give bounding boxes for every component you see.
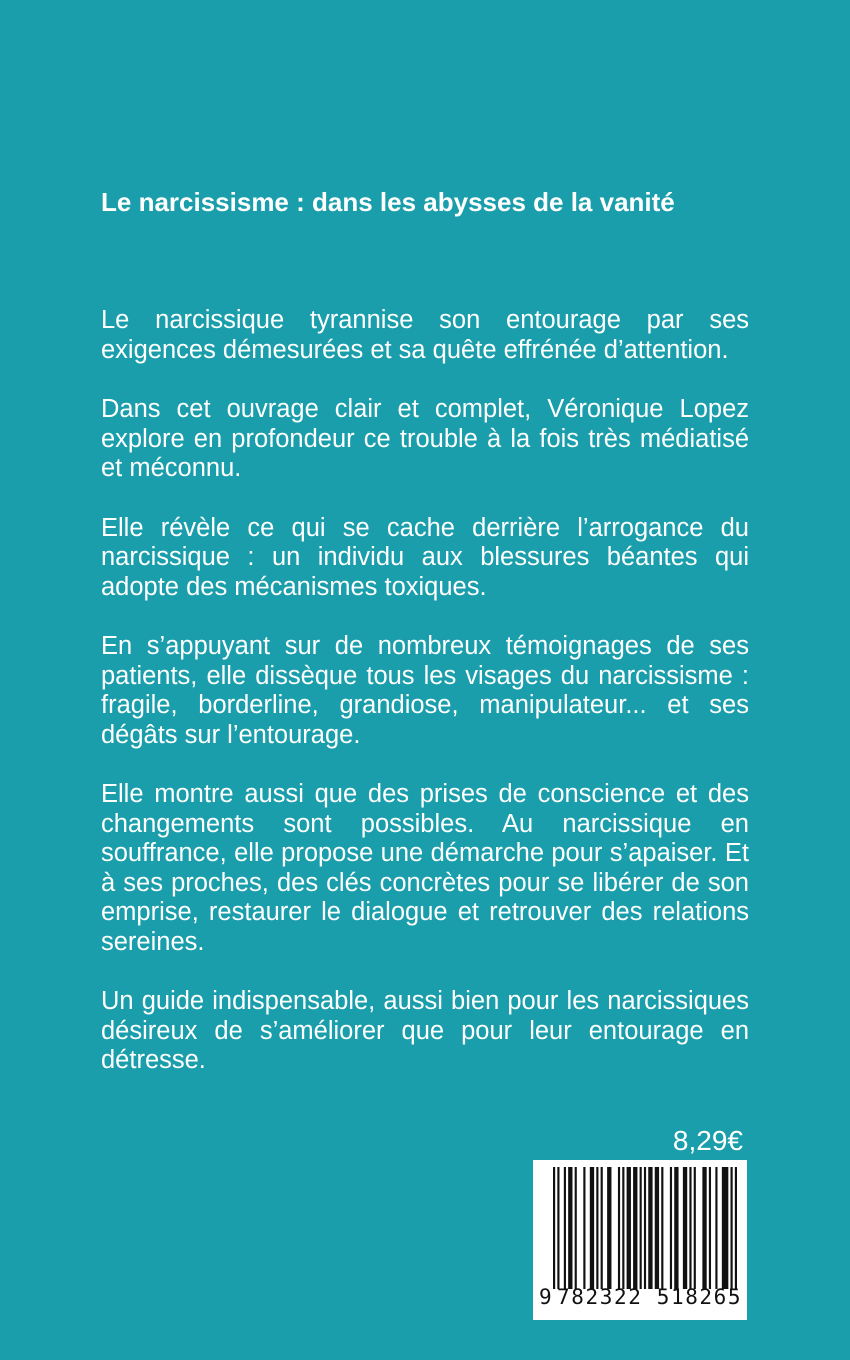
barcode-bar-19 bbox=[670, 1167, 672, 1289]
blurb-paragraph-5: Elle montre aussi que des prises de conscience et des changements sont possibles. Au narcissique en souffrance, elle propose une démarche pour s’apaiser. Et à ses proches, des clés concrètes pour se libérer de son emprise, restaurer le dialogue et retrouver des relations sereines. bbox=[101, 780, 749, 956]
barcode-bar-27 bbox=[722, 1167, 728, 1289]
book-title: Le narcissisme : dans les abysses de la vanité bbox=[101, 187, 675, 217]
blurb-paragraph-4: En s’appuyant sur de nombreux témoignages de ses patients, elle dissèque tous les visages du narcissisme : fragile, borderline, grandiose, manipulateur... et ses dégâts sur l’entourage. bbox=[101, 632, 749, 749]
blurb-paragraph-2: Dans cet ouvrage clair et complet, Véronique Lopez explore en profondeur ce trouble à la fois très médiatisé et méconnu. bbox=[101, 395, 749, 482]
barcode-bar-26 bbox=[715, 1167, 717, 1289]
barcode-bar-15 bbox=[644, 1167, 646, 1289]
barcode-bar-8 bbox=[601, 1167, 603, 1289]
price: 8,29€ bbox=[672, 1125, 743, 1156]
barcode-bars bbox=[553, 1167, 737, 1289]
barcode-bar-23 bbox=[694, 1167, 696, 1289]
barcode-bar-7 bbox=[596, 1167, 598, 1289]
barcode-bar-0 bbox=[553, 1167, 555, 1289]
barcode-bar-20 bbox=[674, 1167, 678, 1289]
barcode-bar-28 bbox=[731, 1167, 733, 1289]
barcode-bar-13 bbox=[633, 1167, 637, 1289]
blurb-paragraph-6: Un guide indispensable, aussi bien pour les narcissiques désireux de s’améliorer que pour leur entourage en détresse. bbox=[101, 987, 749, 1074]
isbn-barcode bbox=[533, 1160, 747, 1320]
barcode-bar-21 bbox=[683, 1167, 687, 1289]
barcode-bar-2 bbox=[564, 1167, 566, 1289]
blurb bbox=[101, 306, 749, 1106]
blurb-paragraph-1: Le narcissique tyrannise son entourage par ses exigences démesurées et sa quête effrénée d’attention. bbox=[101, 306, 749, 364]
barcode-bar-11 bbox=[622, 1167, 624, 1289]
barcode-bar-16 bbox=[648, 1167, 652, 1289]
barcode-bar-4 bbox=[575, 1167, 577, 1289]
barcode-bar-6 bbox=[590, 1167, 594, 1289]
blurb-paragraph-3: Elle révèle ce qui se cache derrière l’arrogance du narcissique : un individu aux blessures béantes qui adopte des mécanismes toxiques. bbox=[101, 513, 749, 601]
barcode-bar-10 bbox=[618, 1167, 620, 1289]
barcode-bar-17 bbox=[655, 1167, 659, 1289]
barcode-bar-9 bbox=[607, 1167, 611, 1289]
barcode-first-digit: 9 bbox=[539, 1285, 552, 1309]
barcode-bar-25 bbox=[709, 1167, 711, 1289]
barcode-bar-12 bbox=[627, 1167, 631, 1289]
barcode-bar-18 bbox=[661, 1167, 663, 1289]
barcode-bar-22 bbox=[689, 1167, 691, 1289]
barcode-digits: 782322 518265 bbox=[557, 1285, 743, 1309]
barcode-bar-24 bbox=[702, 1167, 706, 1289]
barcode-bar-3 bbox=[568, 1167, 572, 1289]
barcode-bar-14 bbox=[640, 1167, 642, 1289]
barcode-bar-5 bbox=[583, 1167, 585, 1289]
barcode-bar-29 bbox=[735, 1167, 737, 1289]
barcode-bar-1 bbox=[557, 1167, 559, 1289]
